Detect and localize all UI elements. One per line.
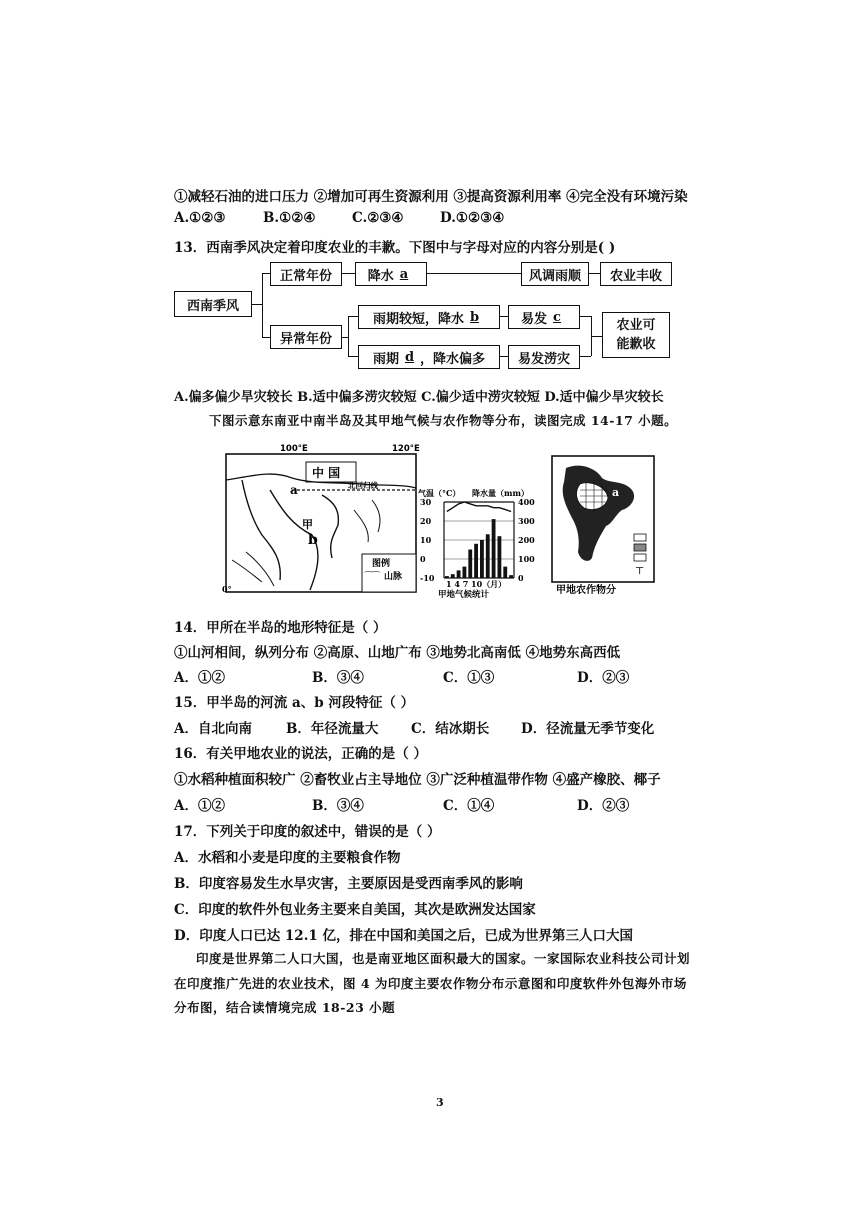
- flow-blank-a: a: [399, 266, 409, 282]
- palm-icon: ⊤: [635, 566, 645, 577]
- q16-statements: ①水稻种植面积较广 ②畜牧业占主导地位 ③广泛种植温带作物 ④盛产橡胶、椰子: [174, 772, 661, 788]
- flow-connector: [348, 316, 349, 356]
- q17-stem: 17．下列关于印度的叙述中，错误的是（ ）: [174, 824, 441, 840]
- flow-connector: [588, 273, 600, 274]
- q14-option-a: A．①②: [174, 670, 225, 686]
- flow-flood-text: 易发涝灾: [517, 351, 570, 367]
- flow-rain-a: [355, 262, 427, 286]
- q14-option-b: B．③④: [312, 670, 364, 686]
- map-river-a: a: [290, 483, 298, 497]
- intro-18-23-line2: 在印度推广先进的农业技术，图 4 为印度主要农作物分布示意图和印度软件外包海外市场: [174, 976, 687, 991]
- q17-option-b: B．印度容易发生水旱灾害，主要原因是受西南季风的影响: [174, 876, 523, 892]
- q16-option-c: C．①④: [443, 798, 495, 814]
- precip-tick-label: 200: [518, 535, 535, 545]
- climate-temp-label: 气温（°C）: [418, 488, 461, 498]
- temp-tick-label: 10: [420, 535, 432, 545]
- precip-bar: [451, 574, 455, 578]
- mountain-icon: ⁀⁀: [365, 572, 380, 582]
- flow-easy-text: 易发: [521, 311, 548, 327]
- flow-rain2-suffix: ，降水偏多: [420, 351, 486, 367]
- flow-connector: [262, 273, 270, 274]
- flow-connector: [426, 273, 521, 274]
- precip-tick-label: 100: [518, 554, 535, 564]
- q12-option-d: D.①②③④: [440, 210, 505, 226]
- flow-abnormal-text: 异常年份: [279, 331, 332, 347]
- q16-option-a: A．①②: [174, 798, 225, 814]
- flow-root-text: 西南季风: [186, 298, 239, 314]
- flow-connector: [341, 273, 355, 274]
- flow-harvest: [600, 262, 672, 286]
- climate-precip-label: 降水量（mm）: [472, 488, 529, 498]
- intro-14-17: 下图示意东南亚中南半岛及其甲地气候与农作物等分布，读图完成 14-17 小题。: [209, 413, 678, 428]
- temp-tick-label: 30: [420, 497, 432, 507]
- q12-option-b: B.①②④: [263, 210, 316, 226]
- flow-weather-text: 风调雨顺: [528, 268, 581, 284]
- precip-bar: [498, 536, 502, 578]
- flow-connector: [348, 316, 358, 317]
- map-lon-100: 100°E: [280, 444, 308, 454]
- q17-option-a: A．水稻和小麦是印度的主要粮食作物: [174, 850, 401, 866]
- q15-stem: 15．甲半岛的河流 a、b 河段特征（ ）: [174, 695, 415, 711]
- q14-option-d: D．②③: [577, 670, 630, 686]
- map-china-label: 中 国: [312, 466, 341, 480]
- flow-normal-text: 正常年份: [279, 268, 332, 284]
- flow-rain2-text: 雨期: [372, 351, 399, 367]
- flow-easy-c: [508, 305, 580, 329]
- q15-option-a: A．自北向南: [174, 721, 252, 737]
- q17-option-c: C．印度的软件外包业务主要来自美国，其次是欧洲发达国家: [174, 902, 536, 918]
- flow-rain-d: [358, 345, 500, 369]
- q16-stem: 16．有关甲地农业的说法，正确的是（ ）: [174, 746, 427, 762]
- temperature-line: [447, 502, 511, 512]
- flow-blank-c: c: [553, 309, 561, 325]
- precip-bar: [509, 575, 513, 578]
- intro-18-23-line1: 印度是世界第二人口大国，也是南亚地区面积最大的国家。一家国际农业科技公司计划: [196, 951, 691, 966]
- map-corner-label: 0°: [222, 584, 232, 594]
- q15-option-d: D．径流量无季节变化: [521, 721, 655, 737]
- intro-18-23-line3: 分布图，结合读情境完成 18-23 小题: [174, 1000, 396, 1015]
- flow-connector: [499, 316, 508, 317]
- flow-weather: [521, 262, 589, 286]
- crop-map-a: a: [612, 486, 620, 499]
- page-number: 3: [436, 1096, 444, 1109]
- temp-tick-label: 0: [420, 554, 426, 564]
- flow-flood: [508, 345, 580, 369]
- flow-root: [174, 291, 252, 317]
- flow-connector: [262, 337, 270, 338]
- precip-tick-label: 300: [518, 516, 535, 526]
- map-jia: 甲: [302, 518, 313, 531]
- precip-bar: [457, 570, 461, 578]
- precip-bar: [480, 540, 484, 578]
- flow-loss-text-2: 能歉收: [616, 337, 656, 352]
- q16-option-d: D．②③: [577, 798, 630, 814]
- flow-normal: [270, 262, 342, 286]
- flow-abnormal: [270, 325, 342, 349]
- precip-bar: [463, 567, 467, 578]
- flow-connector: [579, 316, 591, 317]
- climate-chart: [418, 488, 553, 598]
- flow-connector: [579, 356, 591, 357]
- map-legend-mountain: 山脉: [384, 572, 403, 582]
- map-lon-120: 120°E: [392, 444, 420, 454]
- flow-rain-text: 降水: [367, 268, 394, 284]
- crop-map-caption: 甲地农作物分: [556, 585, 616, 596]
- map-tropic-label: 北回归线: [348, 481, 378, 490]
- flow-connector: [591, 336, 602, 337]
- flow-connector: [499, 356, 508, 357]
- q17-option-d: D．印度人口已达 12.1 亿，排在中国和美国之后，已成为世界第三人口大国: [174, 928, 633, 944]
- climate-caption: 甲地气候统计: [438, 590, 490, 598]
- precip-bar: [486, 534, 490, 578]
- precip-bar: [503, 567, 507, 578]
- crop-map: [550, 454, 656, 596]
- q12-option-c: C.②③④: [352, 210, 404, 226]
- q14-statements: ①山河相间，纵列分布 ②高原、山地广布 ③地势北高南低 ④地势东高西低: [174, 645, 621, 661]
- temp-tick-label: 20: [420, 516, 432, 526]
- precip-bar: [492, 519, 496, 578]
- q13-options: A.偏多偏少旱灾较长 B.适中偏多涝灾较短 C.偏少适中涝灾较短 D.适中偏少旱灾较长: [174, 390, 664, 405]
- climate-month-ticks: 1 4 7 10（月）: [446, 579, 507, 589]
- flow-connector: [348, 356, 358, 357]
- q15-option-c: C．结冰期长: [411, 721, 490, 737]
- precip-bar: [445, 576, 449, 578]
- temp-tick-label: -10: [420, 573, 435, 583]
- q12-option-a: A.①②③: [174, 210, 226, 226]
- precip-bar: [474, 544, 478, 578]
- q14-option-c: C．①③: [443, 670, 495, 686]
- flow-connector: [262, 273, 263, 337]
- precip-bar: [468, 550, 472, 579]
- q15-option-b: B．年径流量大: [286, 721, 379, 737]
- flow-blank-b: b: [469, 309, 480, 325]
- flow-loss: [602, 312, 670, 358]
- flow-short-text: 雨期较短，降水: [372, 311, 464, 327]
- flow-loss-text-1: 农业可: [616, 318, 656, 333]
- map-legend-title: 图例: [372, 559, 391, 569]
- map-river-b: b: [308, 532, 318, 548]
- q13-stem: 13．西南季风决定着印度农业的丰歉。下图中与字母对应的内容分别是( ): [174, 240, 616, 256]
- flow-harvest-text: 农业丰收: [609, 268, 662, 284]
- precip-tick-label: 400: [518, 497, 535, 507]
- precip-tick-label: 0: [518, 573, 524, 583]
- flow-short-b: [358, 305, 500, 329]
- q12-statements: ①减轻石油的进口压力 ②增加可再生资源利用 ③提高资源利用率 ④完全没有环境污染: [174, 189, 688, 205]
- flow-blank-d: d: [404, 349, 415, 365]
- q14-stem: 14．甲所在半岛的地形特征是（ ）: [174, 620, 387, 636]
- indochina-map: [222, 440, 422, 595]
- q16-option-b: B．③④: [312, 798, 364, 814]
